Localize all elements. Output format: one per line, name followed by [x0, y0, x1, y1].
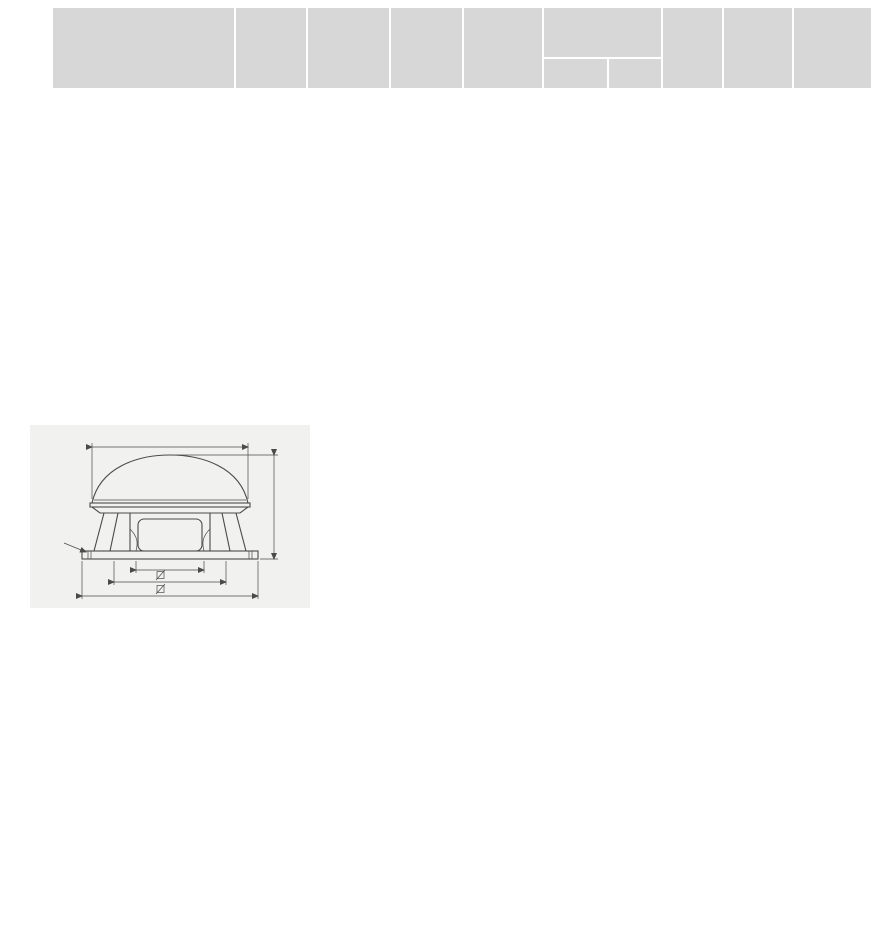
- col-header-frequency: [235, 8, 307, 88]
- col-header-current: [390, 8, 463, 88]
- square-slash-symbol: [156, 584, 165, 594]
- col-header-airflow: [463, 8, 543, 88]
- col-header-regulator: [723, 8, 793, 88]
- fan-dimension-diagram: [30, 425, 310, 608]
- spec-table: [30, 8, 872, 88]
- col-header-noise-inlet: [543, 58, 608, 88]
- col-header-noise: [543, 8, 662, 58]
- col-header-power: [307, 8, 390, 88]
- col-header-model: [30, 8, 235, 88]
- col-header-noise-outlet: [608, 58, 662, 88]
- col-header-switch: [793, 8, 872, 88]
- fan-drawing: [82, 455, 258, 559]
- square-slash-symbol: [156, 570, 165, 580]
- col-header-weight: [662, 8, 723, 88]
